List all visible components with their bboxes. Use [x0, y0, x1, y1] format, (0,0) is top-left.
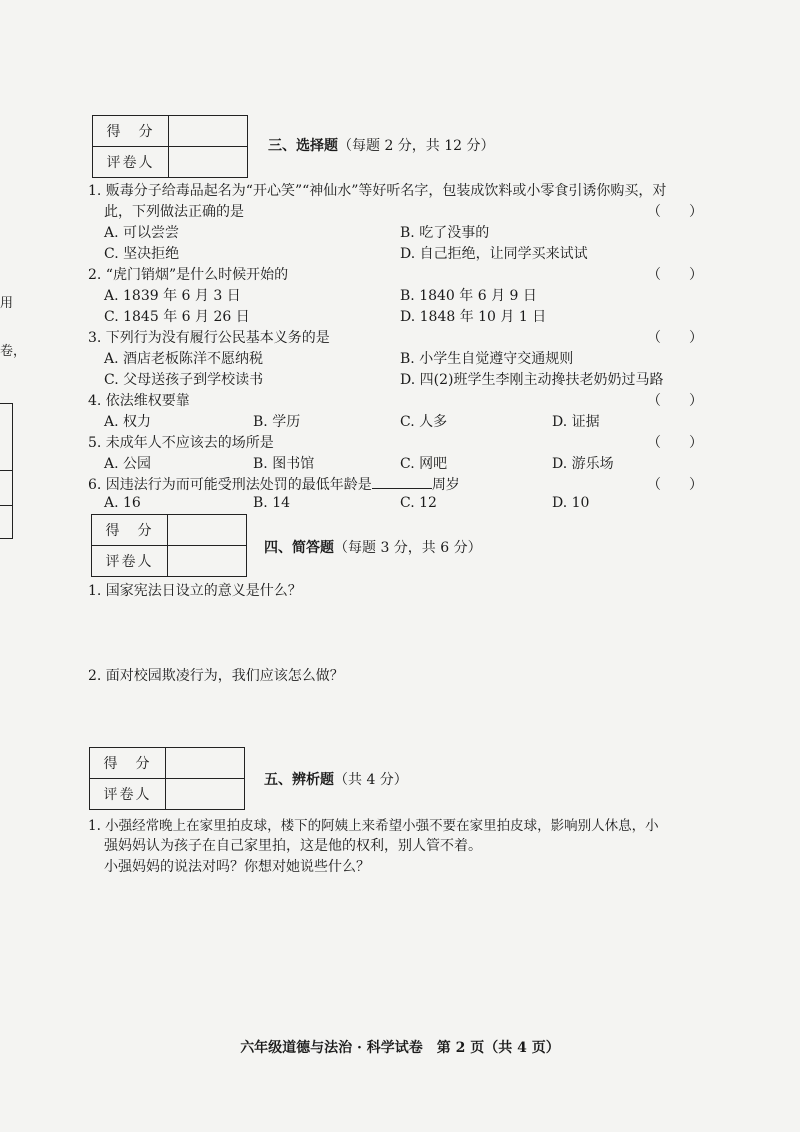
section-heading: 四、简答题: [264, 540, 334, 556]
option: B. 1840 年 6 月 9 日: [400, 288, 537, 304]
edge-char: 用: [0, 296, 14, 311]
section-note: （每题 2 分，共 12 分）: [338, 138, 495, 154]
option: C. 人多: [400, 414, 448, 430]
score-cell: [169, 116, 248, 147]
answer-paren: （ ）: [647, 393, 703, 409]
score-box: [89, 747, 245, 810]
grader-cell: [166, 779, 245, 810]
question-text: 2. “虎门销烟”是什么时候开始的: [88, 267, 289, 283]
score-label: 得 分: [93, 116, 169, 147]
answer-paren: （ ）: [647, 204, 703, 220]
question-text: 小强妈妈的说法对吗？你想对她说些什么？: [104, 859, 370, 875]
question-text: 2. 面对校园欺凌行为，我们应该怎么做？: [88, 668, 344, 684]
option: A. 公园: [104, 456, 152, 472]
score-label: 得 分: [92, 515, 168, 546]
option: D. 自己拒绝，让同学买来试试: [400, 246, 588, 262]
question-text-part: 周岁: [431, 477, 460, 493]
page-footer: 六年级道德与法治 · 科学试卷 第 2 页（共 4 页）: [240, 1040, 560, 1056]
edge-score-box: [0, 403, 13, 539]
option: C. 坚决拒绝: [104, 246, 180, 262]
score-cell: [166, 748, 245, 779]
option: C. 1845 年 6 月 26 日: [104, 309, 250, 325]
grader-label: 评卷人: [90, 779, 166, 810]
option: C. 网吧: [400, 456, 448, 472]
option: B. 14: [253, 495, 291, 511]
answer-paren: （ ）: [647, 477, 703, 493]
question-text: 1. 小强经常晚上在家里拍皮球，楼下的阿姨上来希望小强不要在家里拍皮球，影响别人休息，小: [88, 818, 659, 834]
question-text: 5. 未成年人不应该去的场所是: [88, 435, 274, 451]
question-text: 4. 依法维权要靠: [88, 393, 190, 409]
score-cell: [168, 515, 247, 546]
grader-label: 评卷人: [92, 546, 168, 577]
option: A. 酒店老板陈洋不愿纳税: [104, 351, 264, 367]
answer-blank[interactable]: [372, 476, 432, 489]
option: D. 1848 年 10 月 1 日: [400, 309, 547, 325]
option: A. 可以尝尝: [104, 225, 180, 241]
question-text-part: 6. 因违法行为而可能受刑法处罚的最低年龄是: [88, 477, 372, 493]
option: D. 10: [552, 495, 590, 511]
option: B. 图书馆: [253, 456, 315, 472]
question-text: [88, 474, 460, 494]
option: B. 吃了没事的: [400, 225, 490, 241]
score-label: 得 分: [90, 748, 166, 779]
question-text: 1. 国家宪法日设立的意义是什么？: [88, 583, 302, 599]
section-note: （共 4 分）: [334, 772, 408, 788]
option: B. 小学生自觉遵守交通规则: [400, 351, 574, 367]
section-title: [268, 135, 495, 155]
option: A. 1839 年 6 月 3 日: [104, 288, 241, 304]
answer-paren: （ ）: [647, 267, 703, 283]
section-heading: 五、辨析题: [264, 772, 334, 788]
grader-cell: [169, 147, 248, 178]
answer-paren: （ ）: [647, 330, 703, 346]
question-text: 1. 贩毒分子给毒品起名为“开心笑”“神仙水”等好听名字，包装成饮料或小零食引诱你购买，对: [88, 183, 667, 199]
section-note: （每题 3 分，共 6 分）: [334, 540, 482, 556]
option: C. 12: [400, 495, 437, 511]
option: D. 四(2)班学生李刚主动搀扶老奶奶过马路: [400, 372, 664, 388]
section-heading: 三、选择题: [268, 138, 338, 154]
edge-char: 卷，: [0, 344, 27, 359]
grader-label: 评卷人: [93, 147, 169, 178]
option: A. 权力: [104, 414, 152, 430]
question-text: 3. 下列行为没有履行公民基本义务的是: [88, 330, 330, 346]
grader-cell: [168, 546, 247, 577]
option: C. 父母送孩子到学校读书: [104, 372, 264, 388]
answer-paren: （ ）: [647, 435, 703, 451]
question-text: 强妈妈认为孩子在自己家里拍，这是他的权利，别人管不着。: [104, 838, 482, 854]
score-box: [92, 115, 248, 178]
option: A. 16: [104, 495, 141, 511]
option: B. 学历: [253, 414, 301, 430]
section-title: [264, 537, 482, 557]
option: D. 游乐场: [552, 456, 614, 472]
score-box: [91, 514, 247, 577]
option: D. 证据: [552, 414, 600, 430]
section-title: [264, 769, 408, 789]
question-text: 此，下列做法正确的是: [104, 204, 244, 220]
